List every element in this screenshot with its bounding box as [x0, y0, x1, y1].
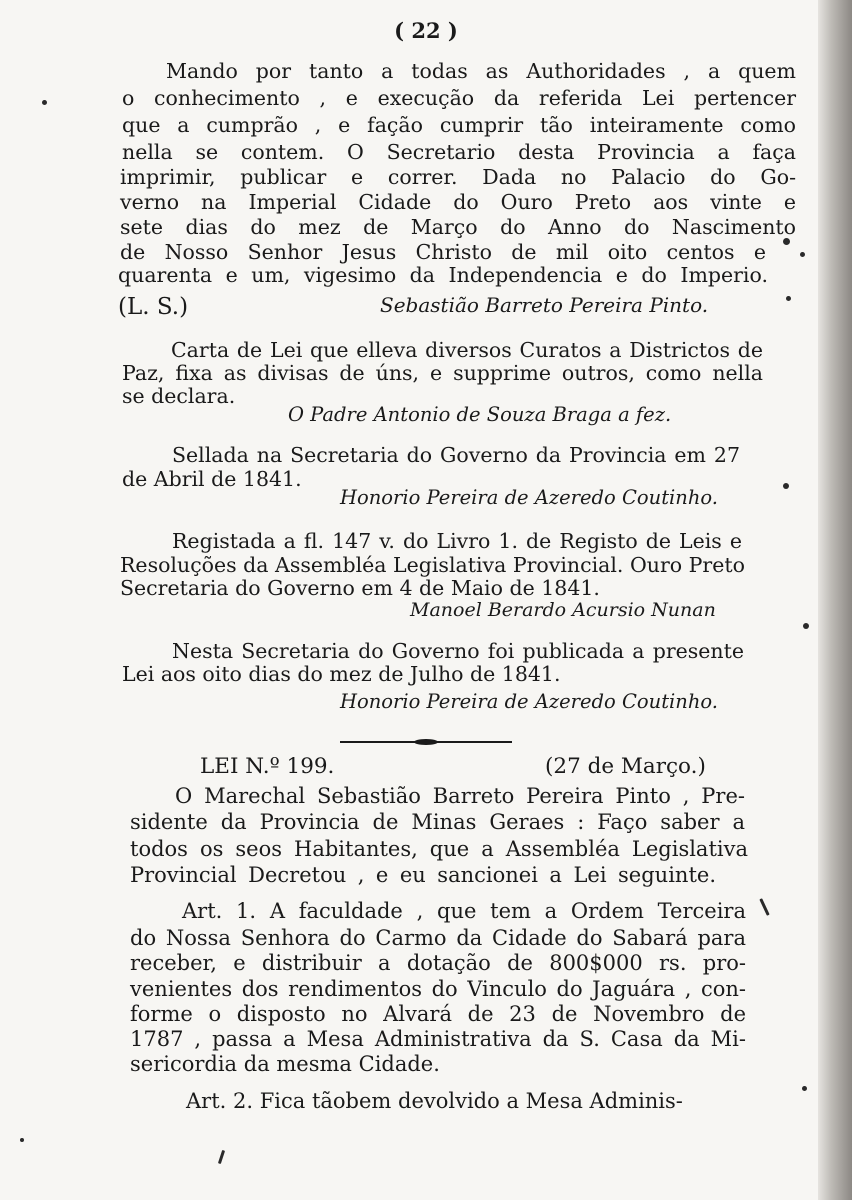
text-line: Registada a fl. 147 v. do Livro 1. de Registo de Leis e — [172, 529, 742, 553]
page-number: ( 22 ) — [394, 18, 458, 43]
scan-speck — [759, 898, 769, 916]
text-line: Resoluções da Assembléa Legislativa Provincial. Ouro Preto — [120, 553, 745, 577]
text-line: de Abril de 1841. — [122, 467, 302, 491]
text-line: que a cumprão , e fação cumprir tão inteiramente como — [122, 113, 796, 137]
text-line: O Marechal Sebastião Barreto Pereira Pinto , Pre- — [175, 784, 745, 808]
text-line: sidente da Provincia de Minas Geraes : Faço saber a — [130, 810, 745, 834]
text-line: Art. 1. A faculdade , que tem a Ordem Terceira — [182, 899, 746, 923]
text-line: se declara. — [122, 384, 236, 408]
scan-edge — [818, 0, 852, 1200]
scan-speck — [20, 1138, 24, 1142]
signature: O Padre Antonio de Souza Braga a fez. — [288, 403, 672, 426]
text-line: sericordia da mesma Cidade. — [130, 1052, 440, 1076]
text-line: imprimir, publicar e correr. Dada no Palacio do Go- — [120, 165, 796, 189]
text-line: Art. 2. Fica tãobem devolvido a Mesa Adminis- — [186, 1089, 683, 1113]
text-line: nella se contem. O Secretario desta Provincia a faça — [122, 140, 796, 164]
text-line: receber, e distribuir a dotação de 800$000 rs. pro- — [130, 951, 746, 975]
text-line: Provincial Decretou , e eu sancionei a Lei seguinte. — [130, 863, 716, 887]
text-line: todos os seos Habitantes, que a Assembléa Legislativa — [130, 837, 748, 861]
signature: Honorio Pereira de Azeredo Coutinho. — [340, 486, 718, 509]
scan-speck — [786, 296, 791, 301]
signature: Manoel Berardo Acursio Nunan — [410, 599, 716, 621]
signature: Honorio Pereira de Azeredo Coutinho. — [340, 690, 718, 713]
text-line: o conhecimento , e execução da referida Lei pertencer — [122, 86, 796, 110]
signature: Sebastião Barreto Pereira Pinto. — [380, 293, 709, 317]
text-line: do Nossa Senhora do Carmo da Cidade do Sabará para — [130, 926, 746, 950]
text-line: quarenta e um, vigesimo da Independencia e do Imperio. — [118, 263, 768, 287]
seal-mark: (L. S.) — [118, 294, 189, 320]
scan-speck — [783, 483, 789, 489]
text-line: Paz, fixa as divisas de úns, e supprime outros, como nella — [122, 361, 763, 385]
scan-speck — [803, 623, 809, 629]
scan-speck — [800, 252, 805, 257]
text-line: Secretaria do Governo em 4 de Maio de 1841. — [120, 576, 600, 600]
lei-number: LEI N.º 199. — [200, 754, 335, 779]
scan-speck — [42, 100, 47, 105]
text-line: Sellada na Secretaria do Governo da Provincia em 27 — [172, 443, 740, 467]
text-line: 1787 , passa a Mesa Administrativa da S. Casa da Mi- — [130, 1027, 746, 1051]
text-line: de Nosso Senhor Jesus Christo de mil oito centos e — [120, 240, 766, 264]
scan-speck — [218, 1150, 225, 1164]
section-divider — [340, 739, 512, 745]
text-line: Nesta Secretaria do Governo foi publicada a presente — [172, 639, 744, 663]
lei-date: (27 de Março.) — [545, 754, 706, 779]
text-line: venientes dos rendimentos do Vinculo do Jaguára , con- — [130, 977, 746, 1001]
text-line: Lei aos oito dias do mez de Julho de 1841. — [122, 662, 561, 686]
text-line: sete dias do mez de Março do Anno do Nascimento — [120, 215, 796, 239]
text-line: verno na Imperial Cidade do Ouro Preto aos vinte e — [120, 190, 796, 214]
text-line: Carta de Lei que elleva diversos Curatos a Districtos de — [171, 338, 763, 362]
text-line: forme o disposto no Alvará de 23 de Novembro de — [130, 1002, 746, 1026]
scan-speck — [802, 1086, 807, 1091]
text-line: Mando por tanto a todas as Authoridades , a quem — [166, 59, 796, 83]
